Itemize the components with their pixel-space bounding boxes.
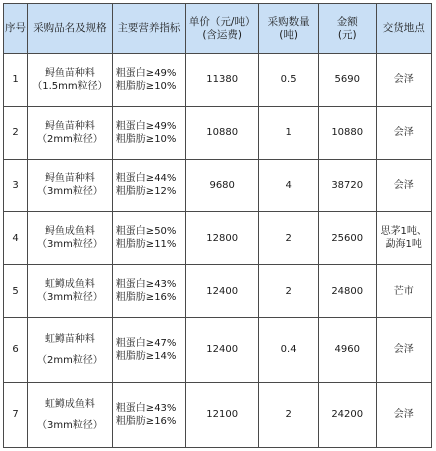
cell-name	[28, 317, 113, 382]
cell-name-gap	[28, 411, 112, 419]
cell-nutrition	[112, 212, 185, 265]
cell-qty: 2	[259, 212, 319, 265]
cell-price: 9680	[186, 159, 259, 212]
cell-nutrition	[112, 265, 185, 318]
cell-fat: 粗脂肪≥10%	[115, 133, 177, 145]
cell-price: 12400	[186, 317, 259, 382]
cell-protein: 粗蛋白≥44%	[115, 173, 177, 185]
cell-protein: 粗蛋白≥47%	[115, 337, 177, 349]
table-row	[4, 212, 432, 265]
header-price-line1: 单价（元/吨）	[188, 15, 256, 28]
header-amount-line1: 金额	[336, 15, 358, 28]
cell-name-line1: 鲟鱼苗种料	[44, 67, 95, 79]
cell-qty: 0.5	[259, 54, 319, 107]
cell-location: 会泽	[376, 317, 432, 382]
cell-name-line1: 虹鳟成鱼料	[44, 279, 95, 291]
cell-price: 12800	[186, 212, 259, 265]
header-amount	[318, 4, 376, 54]
cell-nutrition	[112, 317, 185, 382]
header-name: 采购品名及规格	[28, 4, 113, 54]
cell-name-line1: 虹鳟苗种料	[44, 333, 95, 345]
cell-nutrition	[112, 106, 185, 159]
cell-name	[28, 212, 113, 265]
cell-protein: 粗蛋白≥50%	[115, 226, 177, 238]
cell-protein: 粗蛋白≥49%	[115, 67, 177, 79]
procurement-table	[3, 3, 432, 448]
cell-qty: 4	[259, 159, 319, 212]
cell-price: 12400	[186, 265, 259, 318]
cell-amount: 24800	[318, 265, 376, 318]
cell-name-line2: （3mm粒径）	[37, 186, 103, 198]
cell-name	[28, 265, 113, 318]
cell-name-line2: （2mm粒径）	[37, 354, 103, 366]
cell-name-gap	[28, 346, 112, 354]
cell-fat: 粗脂肪≥16%	[115, 415, 177, 427]
cell-fat: 粗脂肪≥14%	[115, 350, 177, 362]
cell-fat: 粗脂肪≥16%	[115, 292, 177, 304]
cell-fat: 粗脂肪≥11%	[115, 239, 177, 251]
cell-name-line2: （3mm粒径）	[37, 292, 103, 304]
cell-price: 11380	[186, 54, 259, 107]
cell-protein: 粗蛋白≥43%	[115, 402, 177, 414]
header-qty	[259, 4, 319, 54]
cell-qty: 2	[259, 382, 319, 447]
cell-name	[28, 54, 113, 107]
cell-name-line1: 鲟鱼苗种料	[44, 120, 95, 132]
cell-qty: 1	[259, 106, 319, 159]
cell-amount: 38720	[318, 159, 376, 212]
cell-nutrition	[112, 382, 185, 447]
cell-no: 7	[4, 382, 28, 447]
table-row	[4, 265, 432, 318]
cell-location: 芒市	[376, 265, 432, 318]
header-price-line2: (含运费)	[202, 28, 243, 41]
cell-amount: 5690	[318, 54, 376, 107]
cell-name	[28, 159, 113, 212]
cell-nutrition	[112, 54, 185, 107]
cell-amount: 4960	[318, 317, 376, 382]
cell-amount: 10880	[318, 106, 376, 159]
cell-location: 会泽	[376, 106, 432, 159]
cell-name-line2: （2mm粒径）	[37, 133, 103, 145]
cell-amount: 25600	[318, 212, 376, 265]
header-nutrition: 主要营养指标	[112, 4, 185, 54]
cell-no: 6	[4, 317, 28, 382]
table-row	[4, 54, 432, 107]
cell-no: 5	[4, 265, 28, 318]
cell-location-line1: 思茅1吨、	[380, 226, 427, 238]
cell-nutrition	[112, 159, 185, 212]
cell-no: 4	[4, 212, 28, 265]
header-price	[186, 4, 259, 54]
header-location: 交货地点	[376, 4, 432, 54]
cell-price: 12100	[186, 382, 259, 447]
cell-location: 会泽	[376, 54, 432, 107]
cell-name-line2: （3mm粒径）	[37, 419, 103, 431]
cell-name	[28, 106, 113, 159]
cell-qty: 2	[259, 265, 319, 318]
header-qty-line1: 采购数量	[267, 15, 310, 28]
cell-no: 1	[4, 54, 28, 107]
cell-fat: 粗脂肪≥12%	[115, 186, 177, 198]
cell-location	[376, 212, 432, 265]
cell-protein: 粗蛋白≥49%	[115, 120, 177, 132]
cell-price: 10880	[186, 106, 259, 159]
cell-no: 3	[4, 159, 28, 212]
header-amount-line2: (元)	[337, 28, 357, 41]
cell-name-line1: 鲟鱼苗种料	[44, 173, 95, 185]
table-row	[4, 317, 432, 382]
cell-name-line1: 鲟鱼成鱼料	[44, 226, 95, 238]
cell-qty: 0.4	[259, 317, 319, 382]
cell-amount: 24200	[318, 382, 376, 447]
cell-location-line2: 勐海1吨	[385, 239, 422, 251]
header-no: 序号	[4, 4, 28, 54]
cell-location: 会泽	[376, 159, 432, 212]
cell-name	[28, 382, 113, 447]
table-row	[4, 159, 432, 212]
cell-protein: 粗蛋白≥43%	[115, 279, 177, 291]
cell-fat: 粗脂肪≥10%	[115, 80, 177, 92]
header-qty-line2: (吨)	[279, 28, 298, 41]
table-header-row	[4, 4, 432, 54]
table-row	[4, 382, 432, 447]
cell-name-line1: 虹鳟成鱼料	[44, 398, 95, 410]
cell-no: 2	[4, 106, 28, 159]
cell-name-line2: （3mm粒径）	[37, 239, 103, 251]
table-row	[4, 106, 432, 159]
cell-name-line2: （1.5mm粒径）	[32, 80, 108, 92]
cell-location: 会泽	[376, 382, 432, 447]
